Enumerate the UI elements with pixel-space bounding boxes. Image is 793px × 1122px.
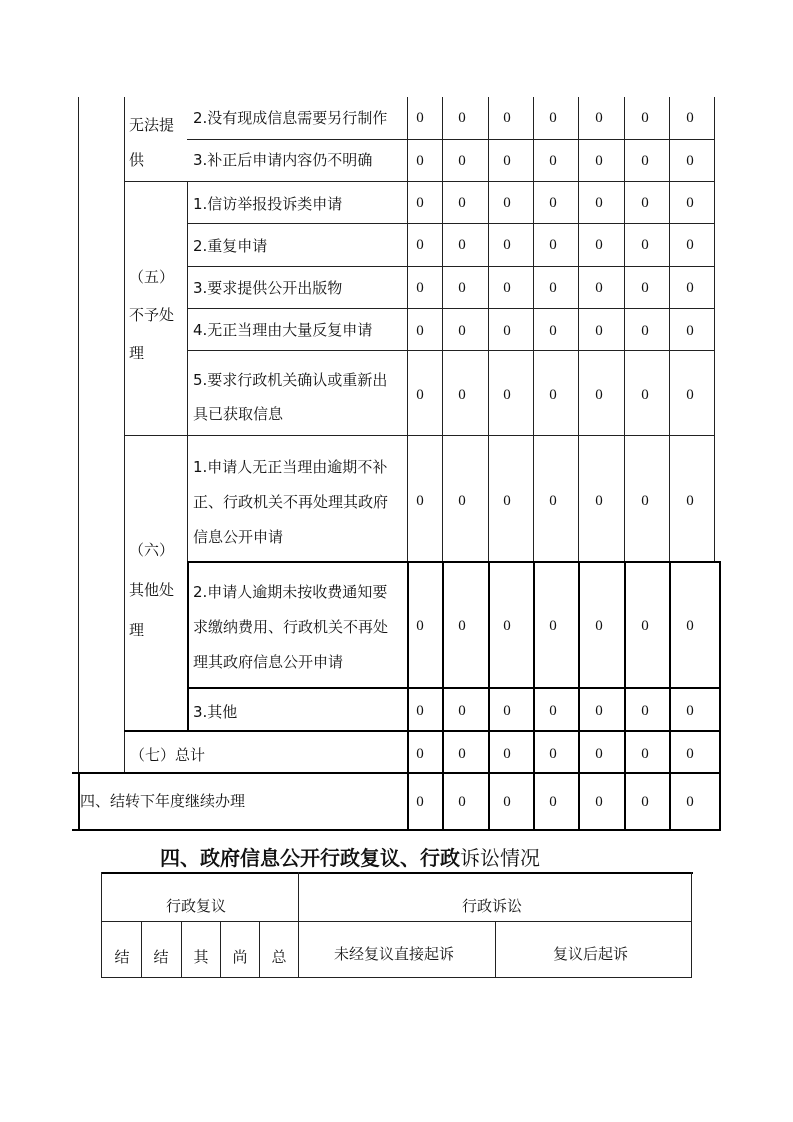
- cell-value: 0: [595, 618, 603, 634]
- cell-value: 0: [503, 746, 511, 762]
- cell-value: 0: [686, 280, 694, 296]
- cell-value: 0: [595, 195, 603, 211]
- cell-value: 0: [595, 703, 603, 719]
- cell-value: 0: [503, 237, 511, 253]
- cell-value: 0: [416, 237, 424, 253]
- review-header: 行政复议: [166, 897, 227, 915]
- cell-value: 0: [686, 703, 694, 719]
- cell-value: 0: [595, 387, 603, 403]
- cell-value: 0: [686, 746, 694, 762]
- cell-value: 0: [641, 280, 649, 296]
- group-5-label-line2: 不予处: [129, 306, 175, 324]
- row-label-no-supplement-line1: 1.申请人无正当理由逾期不补: [193, 458, 388, 476]
- cell-value: 0: [503, 703, 511, 719]
- cell-value: 0: [595, 280, 603, 296]
- cell-value: 0: [641, 323, 649, 339]
- group-5-label-line1: （五）: [129, 268, 175, 286]
- cell-value: 0: [458, 280, 466, 296]
- group-5-label-line3: 理: [129, 344, 145, 362]
- cell-value: 0: [641, 195, 649, 211]
- cell-value: 0: [549, 153, 557, 169]
- cell-value: 0: [503, 110, 511, 126]
- cell-value: 0: [458, 493, 466, 509]
- cell-value: 0: [641, 703, 649, 719]
- cell-value: 0: [686, 195, 694, 211]
- review-subcol-4: 尚: [232, 948, 248, 966]
- row-label-repeat: 2.重复申请: [193, 237, 268, 255]
- cell-value: 0: [641, 387, 649, 403]
- cell-value: 0: [458, 618, 466, 634]
- row-label-no-fee-line1: 2.申请人逾期未按收费通知要: [193, 583, 388, 601]
- cell-value: 0: [503, 618, 511, 634]
- cell-value: 0: [549, 110, 557, 126]
- cell-value: 0: [458, 153, 466, 169]
- cell-value: 0: [416, 280, 424, 296]
- cell-value: 0: [503, 195, 511, 211]
- cell-value: 0: [458, 110, 466, 126]
- cell-value: 0: [458, 703, 466, 719]
- cell-value: 0: [458, 323, 466, 339]
- group-4-label-line1: 无法提: [129, 116, 175, 134]
- cell-value: 0: [416, 110, 424, 126]
- cell-value: 0: [416, 493, 424, 509]
- cell-value: 0: [458, 387, 466, 403]
- cell-value: 0: [549, 493, 557, 509]
- cell-value: 0: [595, 746, 603, 762]
- cell-value: 0: [549, 237, 557, 253]
- cell-value: 0: [549, 746, 557, 762]
- cell-value: 0: [641, 618, 649, 634]
- cell-value: 0: [595, 153, 603, 169]
- cell-value: 0: [549, 794, 557, 810]
- cell-value: 0: [503, 153, 511, 169]
- cell-value: 0: [641, 493, 649, 509]
- cell-value: 0: [641, 110, 649, 126]
- cell-value: 0: [503, 794, 511, 810]
- cell-value: 0: [416, 323, 424, 339]
- cell-value: 0: [549, 323, 557, 339]
- row-label-unclear-content: 3.补正后申请内容仍不明确: [193, 151, 373, 169]
- review-subcol-3: 其: [193, 948, 209, 966]
- cell-value: 0: [458, 746, 466, 762]
- row-label-no-supplement-line2: 正、行政机关不再处理其政府: [193, 493, 389, 511]
- cell-value: 0: [503, 280, 511, 296]
- litigation-direct: 未经复议直接起诉: [334, 945, 455, 963]
- cell-value: 0: [686, 493, 694, 509]
- cell-value: 0: [416, 153, 424, 169]
- section-4-title: [160, 842, 540, 871]
- cell-value: 0: [595, 237, 603, 253]
- cell-value: 0: [416, 703, 424, 719]
- row-label-no-fee-line2: 求缴纳费用、行政机关不再处: [193, 618, 389, 636]
- review-subcol-5: 总: [271, 948, 287, 966]
- cell-value: 0: [549, 280, 557, 296]
- row-label-mass-repeat: 4.无正当理由大量反复申请: [193, 321, 373, 339]
- row-label-no-existing-info: 2.没有现成信息需要另行制作: [193, 109, 388, 127]
- litigation-after-review: 复议后起诉: [553, 945, 629, 963]
- cell-value: 0: [686, 794, 694, 810]
- litigation-header: 行政诉讼: [462, 897, 523, 915]
- cell-value: 0: [503, 387, 511, 403]
- cell-value: 0: [416, 618, 424, 634]
- cell-value: 0: [416, 195, 424, 211]
- cell-value: 0: [458, 237, 466, 253]
- cell-value: 0: [686, 153, 694, 169]
- group-6-label-line2: 其他处: [129, 581, 175, 599]
- section-4-title-bold: 四、政府信息公开行政复议、行政: [160, 846, 460, 870]
- group-6-label-line3: 理: [129, 621, 145, 639]
- row-label-publication: 3.要求提供公开出版物: [193, 279, 343, 297]
- cell-value: 0: [549, 195, 557, 211]
- cell-value: 0: [549, 387, 557, 403]
- cell-value: 0: [595, 794, 603, 810]
- cell-value: 0: [458, 794, 466, 810]
- cell-value: 0: [595, 493, 603, 509]
- row-label-no-supplement-line3: 信息公开申请: [193, 528, 284, 546]
- cell-value: 0: [686, 110, 694, 126]
- cell-value: 0: [641, 237, 649, 253]
- group-4-label-line2: 供: [129, 151, 145, 169]
- cell-value: 0: [416, 746, 424, 762]
- cell-value: 0: [416, 387, 424, 403]
- cell-value: 0: [595, 323, 603, 339]
- cell-value: 0: [641, 746, 649, 762]
- review-subcol-1: 结: [114, 948, 130, 966]
- row-label-total: （七）总计: [130, 746, 206, 764]
- cell-value: 0: [503, 493, 511, 509]
- cell-value: 0: [686, 387, 694, 403]
- cell-value: 0: [416, 794, 424, 810]
- review-subcol-2: 结: [153, 948, 169, 966]
- cell-value: 0: [686, 237, 694, 253]
- cell-value: 0: [686, 323, 694, 339]
- cell-value: 0: [503, 323, 511, 339]
- cell-value: 0: [641, 153, 649, 169]
- section-4-title-normal: 诉讼情况: [460, 846, 540, 870]
- cell-value: 0: [641, 794, 649, 810]
- cell-value: 0: [458, 195, 466, 211]
- cell-value: 0: [549, 618, 557, 634]
- cell-value: 0: [595, 110, 603, 126]
- row-label-confirm-line2: 具已获取信息: [193, 405, 284, 423]
- row-label-other: 3.其他: [193, 703, 238, 721]
- row-label-confirm-line1: 5.要求行政机关确认或重新出: [193, 371, 388, 389]
- group-6-label-line1: （六）: [129, 541, 175, 559]
- row-label-no-fee-line3: 理其政府信息公开申请: [193, 653, 344, 671]
- row-label-petition: 1.信访举报投诉类申请: [193, 195, 343, 213]
- cell-value: 0: [686, 618, 694, 634]
- cell-value: 0: [549, 703, 557, 719]
- row-label-carryover: 四、结转下年度继续办理: [80, 792, 246, 810]
